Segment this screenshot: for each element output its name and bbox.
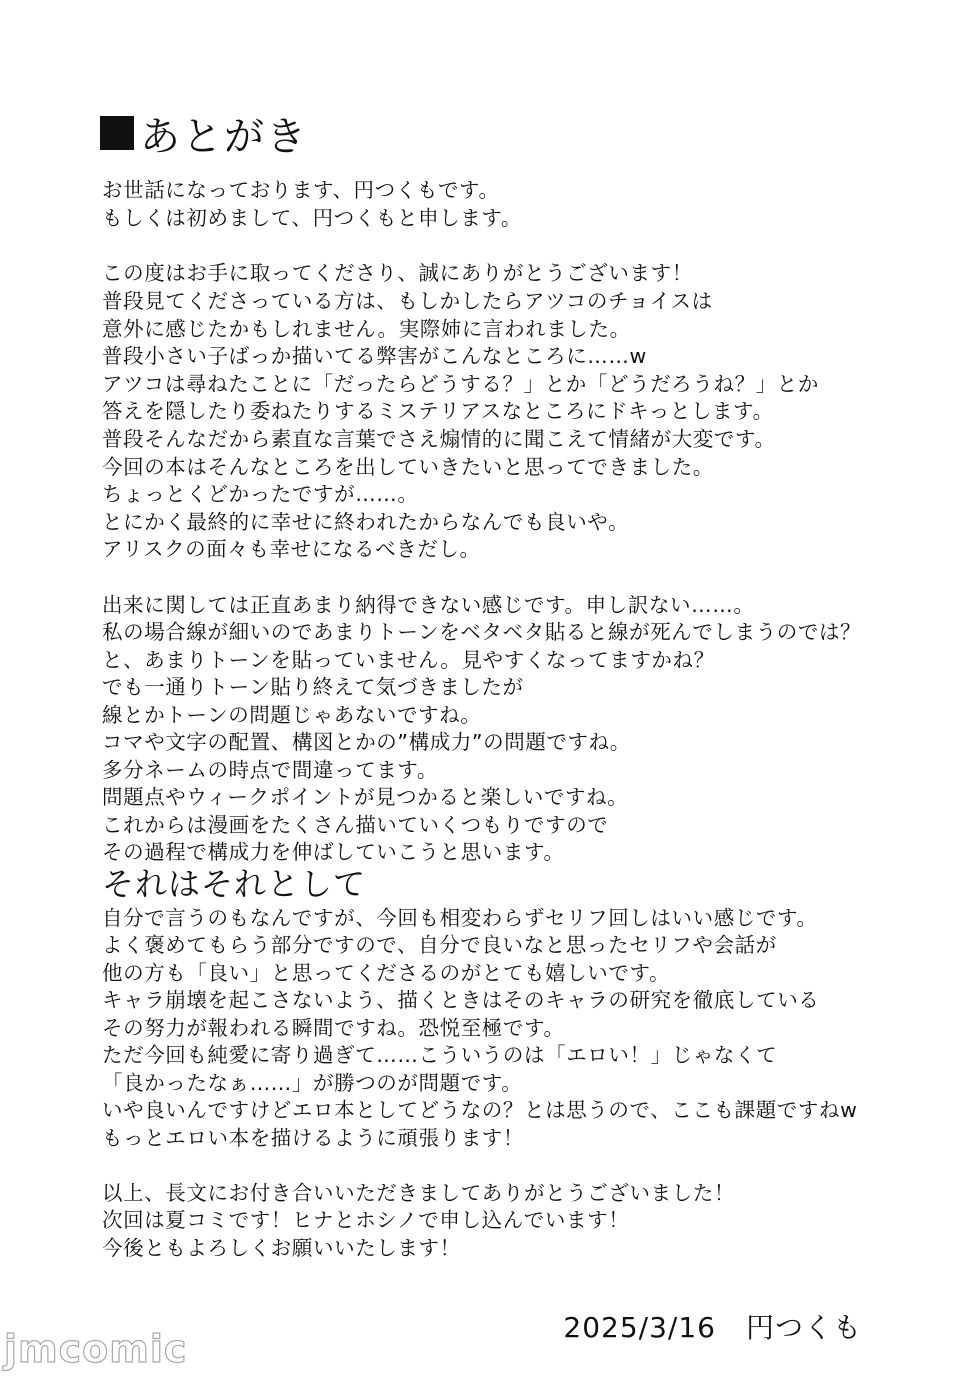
signature-author: 円つくも — [745, 1311, 862, 1344]
text-line: とにかく最終的に幸せに終われたからなんでも良いや。 — [102, 510, 630, 534]
text-line: 普段そんなだから素直な言葉でさえ煽情的に聞こえて情緒が大変です。 — [102, 427, 776, 451]
text-line: 私の場合線が細いのであまりトーンをベタベタ貼ると線が死んでしまうのでは？ — [102, 620, 862, 644]
text-line: 今後ともよろしくお願いいたします！ — [102, 1236, 461, 1260]
section-heading: それはそれとして — [102, 865, 367, 903]
text-line: ただ今回も純愛に寄り過ぎて……こういうのは「エロい！」じゃなくて — [102, 1043, 778, 1067]
page-title-text: あとがき — [140, 113, 308, 160]
text-line: 他の方も「良い」と思ってくださるのがとても嬉しいです。 — [102, 961, 671, 985]
text-line: でも一通りトーン貼り終えて気づきましたが — [102, 675, 524, 699]
page-title — [100, 105, 308, 161]
text-line: 線とかトーンの問題じゃあないですね。 — [102, 703, 482, 727]
text-line: これからは漫画をたくさん描いていくつもりですので — [102, 813, 609, 837]
black-square-icon — [100, 116, 134, 150]
text-line: と、あまりトーンを貼っていません。見やすくなってますかね？ — [102, 648, 715, 672]
text-line: もっとエロい本を描けるように頑張ります！ — [102, 1126, 524, 1150]
text-line: 普段小さい子ばっか描いてる弊害がこんなところに……w — [102, 344, 647, 368]
text-line: 多分ネームの時点で間違ってます。 — [102, 758, 438, 782]
text-line: アリスクの面々も幸せになるべきだし。 — [102, 537, 481, 561]
text-line: 答えを隠したり委ねたりするミステリアスなところにドキっとします。 — [102, 399, 774, 423]
signature-date: 2025/3/16 — [563, 1311, 716, 1344]
text-line: 問題点やウィークポイントが見つかると楽しいですね。 — [102, 785, 629, 809]
text-line: キャラ崩壊を起こさないよう、描くときはそのキャラの研究を徹底している — [102, 988, 820, 1012]
text-line: ちょっとくどかったですが……。 — [102, 482, 419, 506]
text-line: よく褒めてもらう部分ですので、自分で良いなと思ったセリフや会話が — [102, 933, 777, 957]
text-line: 意外に感じたかもしれません。実際姉に言われました。 — [102, 317, 631, 341]
text-line: もしくは初めまして、円つくもと申します。 — [102, 206, 522, 230]
signature — [563, 1308, 862, 1348]
text-line: お世話になっております、円つくもです。 — [102, 178, 500, 202]
text-line: この度はお手に取ってくださり、誠にありがとうございます！ — [102, 261, 693, 285]
text-line: 次回は夏コミです！ヒナとホシノで申し込んでいます！ — [102, 1208, 630, 1232]
text-line: 「良かったなぁ……」が勝つのが問題です。 — [102, 1071, 523, 1095]
text-line: コマや文字の配置、構図とかの”構成力”の問題ですね。 — [102, 730, 631, 754]
site-watermark: jmcomic — [4, 1327, 188, 1371]
text-line: アツコは尋ねたことに「だったらどうする？」とか「どうだろうね？」とか — [102, 372, 819, 396]
text-line: その努力が報われる瞬間ですね。恐悦至極です。 — [102, 1016, 565, 1040]
text-line: 自分で言うのもなんですが、今回も相変わらずセリフ回しはいい感じです。 — [102, 906, 818, 930]
text-line: 普段見てくださっている方は、もしかしたらアツコのチョイスは — [102, 289, 713, 313]
text-line: 今回の本はそんなところを出していきたいと思ってできました。 — [102, 455, 714, 479]
text-line: その過程で構成力を伸ばしていこうと思います。 — [102, 840, 565, 864]
text-line: いや良いんですけどエロ本としてどうなの？とは思うので、ここも課題ですねw — [102, 1098, 858, 1122]
text-line: 以上、長文にお付き合いいただきましてありがとうございました！ — [102, 1181, 735, 1205]
text-line: 出来に関しては正直あまり納得できない感じです。申し訳ない……。 — [102, 593, 755, 617]
